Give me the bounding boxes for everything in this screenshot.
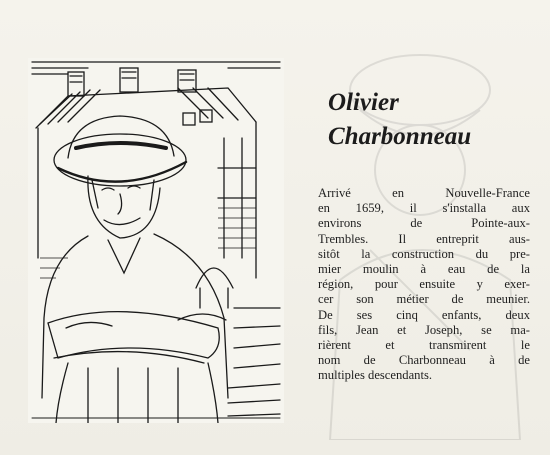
body-line: multiples descendants. xyxy=(318,368,433,383)
body-line: nom de Charbonneau à de xyxy=(318,353,530,368)
title-last-name: Charbonneau xyxy=(328,123,472,150)
body-line: Trembles. Il entreprit aus- xyxy=(318,231,530,246)
body-line: cer son métier de meunier. xyxy=(318,292,530,307)
body-line: sitôt la construction du pre- xyxy=(318,246,530,261)
title-first-name: Olivier xyxy=(328,89,399,116)
body-line: mier moulin à eau de la xyxy=(318,262,530,277)
body-line: De ses cinq enfants, deux xyxy=(318,307,530,322)
body-line: environs de Pointe-aux- xyxy=(318,216,530,231)
body-line: en 1659, il s'installa aux xyxy=(318,201,530,216)
biography-paragraph xyxy=(318,186,530,384)
miller-portrait-icon xyxy=(28,58,284,423)
article-title xyxy=(328,86,538,154)
body-line: rièrent et transmirent le xyxy=(318,338,530,353)
portrait-illustration xyxy=(28,58,284,423)
body-line: fils, Jean et Joseph, se ma- xyxy=(318,322,530,337)
body-line: Arrivé en Nouvelle-France xyxy=(318,186,530,200)
body-line: région, pour ensuite y exer- xyxy=(318,277,530,292)
